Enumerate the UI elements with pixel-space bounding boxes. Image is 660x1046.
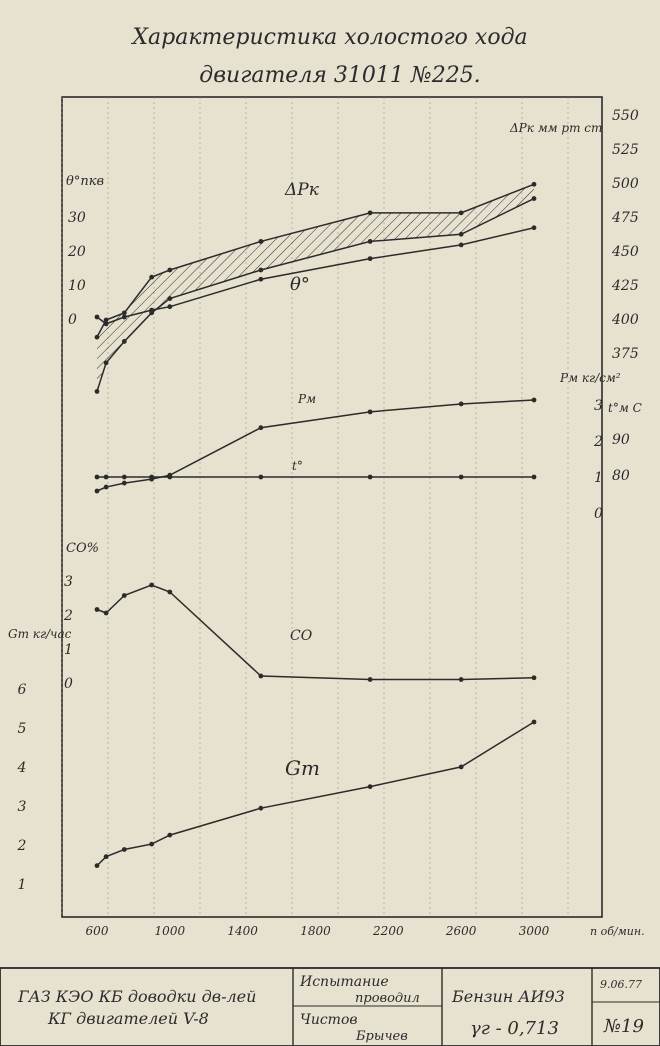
gm-point: [149, 842, 154, 847]
co-point: [167, 590, 172, 595]
gm-line: [97, 722, 534, 866]
theta-curve-label: θ°: [290, 274, 310, 295]
theta-axis-label: θ°пкв: [66, 174, 105, 189]
gm-point: [459, 764, 464, 769]
dp-lower-point: [459, 232, 464, 237]
dp-upper-line: [97, 184, 534, 337]
dp-upper-point: [532, 182, 537, 187]
theta-tick-label: 30: [68, 210, 86, 226]
gm-point: [95, 863, 100, 868]
dp-lower-point: [104, 360, 109, 365]
co-point: [532, 675, 537, 680]
theta-point: [258, 277, 263, 282]
pm-point: [368, 409, 373, 414]
pm-point: [459, 402, 464, 407]
chart-title-line1: Характеристика холостого хода: [132, 25, 528, 50]
dp-curve-label: ΔPк: [285, 180, 319, 200]
tm-tick-label: 80: [612, 468, 630, 484]
theta-point: [167, 304, 172, 309]
stamp-date: 9.06.77: [600, 978, 642, 991]
x-tick-label: 600: [85, 924, 109, 938]
co-point: [149, 583, 154, 588]
gm-tick-label: 1: [17, 877, 27, 893]
dp-lower-point: [368, 239, 373, 244]
stamp-test-by: проводил: [355, 991, 420, 1006]
dp-upper-point: [95, 335, 100, 340]
stamp-clean-name: Брычев: [356, 1029, 408, 1044]
gm-point: [167, 833, 172, 838]
dp-lower-point: [258, 268, 263, 273]
pm-tick-label: 3: [594, 398, 603, 414]
dp-tick-label: 475: [612, 210, 639, 226]
dp-band: [97, 184, 534, 391]
tm-point: [104, 475, 109, 480]
pm-curve-label: Pм: [298, 392, 317, 406]
co-tick-label: 0: [64, 676, 73, 692]
pm-tick-label: 2: [594, 434, 603, 450]
co-point: [95, 607, 100, 612]
co-axis-label: CO%: [66, 541, 99, 556]
stamp-gamma: γг - 0,713: [470, 1018, 559, 1039]
dp-lower-point: [532, 196, 537, 201]
stamp-org2: КГ двигателей V-8: [48, 1009, 209, 1028]
gm-tick-label: 4: [17, 760, 27, 776]
co-curve-label: CO: [290, 628, 313, 644]
pm-axis-label: Pм кг/см²: [560, 371, 621, 385]
stamp-fuel: Бензин АИ93: [452, 987, 565, 1006]
co-tick-label: 2: [64, 608, 73, 624]
theta-tick-label: 10: [68, 278, 86, 294]
x-tick-label: 2600: [445, 924, 477, 938]
dp-lower-point: [95, 389, 100, 394]
co-point: [104, 611, 109, 616]
pm-point: [122, 481, 127, 486]
tm-point: [258, 475, 263, 480]
x-tick-label: 1000: [154, 924, 186, 938]
theta-point: [104, 321, 109, 326]
dp-upper-point: [167, 268, 172, 273]
dp-upper-point: [258, 239, 263, 244]
gm-tick-label: 3: [17, 799, 27, 815]
co-line: [97, 585, 534, 680]
dp-tick-label: 525: [612, 142, 639, 158]
gm-axis-label: Gm кг/час: [8, 627, 72, 641]
theta-point: [459, 243, 464, 248]
dp-lower-point: [167, 296, 172, 301]
stamp-org: ГАЗ КЭО КБ доводки дв-лей: [18, 987, 257, 1006]
pm-tick-label: 1: [594, 470, 603, 486]
gm-tick-label: 5: [17, 721, 27, 737]
pm-point: [258, 425, 263, 430]
gm-point: [532, 720, 537, 725]
tm-point: [532, 475, 537, 480]
dp-tick-label: 400: [612, 312, 639, 328]
x-tick-labels: [86, 924, 550, 938]
theta-point: [149, 308, 154, 313]
pm-point: [104, 485, 109, 490]
dp-lower-point: [122, 339, 127, 344]
co-tick-label: 3: [64, 574, 73, 590]
gm-tick-label: 2: [17, 838, 27, 854]
tm-point: [122, 475, 127, 480]
co-tick-label: 1: [64, 642, 73, 658]
tm-tick-label: 90: [612, 432, 630, 448]
dp-axis-label: ΔPк мм рт ст: [510, 121, 603, 135]
theta-tick-label: 0: [68, 312, 77, 328]
pm-point: [532, 398, 537, 403]
dp-tick-label: 450: [612, 244, 639, 260]
chart-title-line2: двигателя 31011 №225.: [199, 63, 481, 88]
tm-point: [368, 475, 373, 480]
theta-point: [95, 315, 100, 320]
stamp-test: Испытание: [300, 974, 389, 990]
theta-point: [122, 315, 127, 320]
vertical-grid: [62, 97, 568, 917]
tm-point: [149, 475, 154, 480]
x-axis-unit: n об/мин.: [590, 925, 645, 938]
x-tick-label: 1800: [300, 924, 331, 938]
co-point: [122, 593, 127, 598]
tm-axis-label: t°м C: [608, 401, 642, 415]
co-point: [368, 677, 373, 682]
dp-upper-point: [122, 310, 127, 315]
tm-point: [95, 475, 100, 480]
dp-tick-label: 550: [612, 108, 639, 124]
dp-tick-label: 375: [612, 346, 639, 362]
tm-point: [459, 475, 464, 480]
x-tick-label: 3000: [518, 924, 550, 938]
stamp-sheet: №19: [604, 1016, 644, 1037]
gm-point: [258, 806, 263, 811]
stamp-clean: Чистов: [300, 1012, 358, 1028]
tm-curve-label: t°: [292, 459, 303, 473]
tm-point: [167, 475, 172, 480]
dp-tick-label: 500: [612, 176, 639, 192]
co-point: [459, 677, 464, 682]
pm-point: [95, 489, 100, 494]
dp-upper-point: [368, 210, 373, 215]
gm-curve-label: Gm: [285, 756, 320, 780]
theta-point: [368, 256, 373, 261]
gm-point: [368, 784, 373, 789]
x-tick-label: 1400: [227, 924, 258, 938]
pm-tick-label: 0: [594, 506, 603, 522]
gm-point: [122, 847, 127, 852]
theta-point: [532, 225, 537, 230]
gm-tick-label: 6: [17, 682, 27, 698]
dp-upper-point: [149, 275, 154, 280]
gm-point: [104, 854, 109, 859]
theta-tick-label: 20: [68, 244, 86, 260]
x-tick-label: 2200: [373, 924, 404, 938]
dp-upper-point: [459, 210, 464, 215]
dp-tick-label: 425: [612, 278, 639, 294]
co-point: [258, 674, 263, 679]
